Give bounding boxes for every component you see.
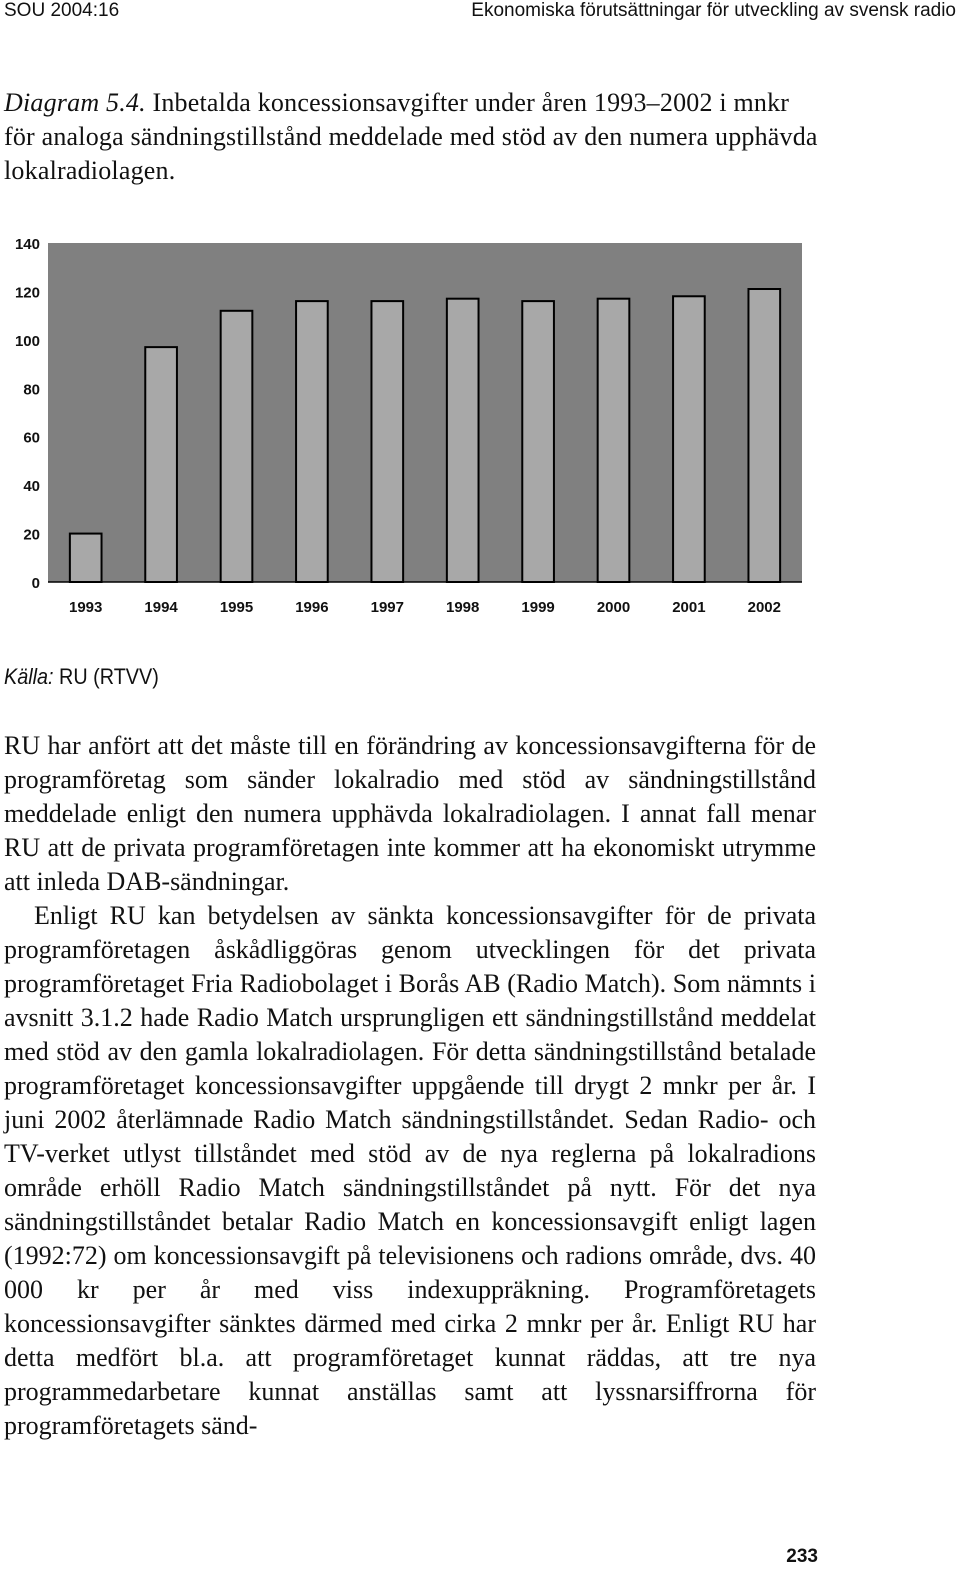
- y-tick-label: 100: [14, 332, 40, 350]
- x-tick-label: 2000: [596, 599, 631, 616]
- x-tick-label: 1999: [521, 599, 555, 616]
- y-tick-label: 0: [31, 575, 40, 592]
- figure-caption-text: Inbetalda koncessionsavgifter under åren 1993–2002 i mnkr för analoga sändningstillstånd meddelade med stöd av den numera upphävda lokalradiolagen.: [4, 88, 818, 185]
- figure-label: Diagram 5.4.: [4, 88, 146, 117]
- bar-1995: [221, 311, 253, 582]
- x-tick-label: 2002: [747, 599, 781, 616]
- x-tick-label: 1993: [69, 599, 103, 616]
- running-header: [0, 0, 960, 26]
- body-text: [4, 729, 816, 1443]
- paragraph-2: Enligt RU kan betydelsen av sänkta koncessionsavgifter för de privata programföretagen åskådliggöras genom utvecklingen för det privata programföretaget Fria Radiobolaget i Borås AB (Radio Match). Som nämnts i avsnitt 3.1.2 hade Radio Match ursprungligen ett sändningstillstånd meddelat med stöd av den gamla lokalradiolagen. För detta sändningstillstånd betalade programföretaget koncessionsavgifter uppgående till drygt 2 mnkr per år. I juni 2002 återlämnade Radio Match sändningstillståndet. Sedan Radio- och TV-verket utlyst tillståndet med stöd av de nya reglerna på lokalradions område erhöll Radio Match sändningstillståndet på nytt. För det nya sändningstillståndet betalar Radio Match en koncessionsavgift enligt lagen (1992:72) om koncessionsavgift på televisionens och radions område, dvs. 40 000 kr per år med viss indexuppräkning. Programföretagets koncessionsavgifter sänktes därmed med cirka 2 mnkr per år. Enligt RU har detta medfört bl.a. att programföretaget kunnat räddas, att tre nya programmedarbetare kunnat anställas samt att lyssnarsiffrorna för programföretagets sänd-: [4, 901, 816, 1440]
- y-tick-label: 80: [23, 381, 40, 399]
- bar-2002: [748, 289, 780, 582]
- y-tick-label: 40: [23, 478, 40, 496]
- x-tick-label: 1997: [370, 599, 404, 616]
- bar-1997: [371, 301, 403, 582]
- bar-chart: [0, 225, 820, 625]
- bar-1996: [296, 301, 328, 582]
- y-tick-label: 20: [23, 526, 40, 544]
- bar-2001: [673, 296, 705, 582]
- chart-source: [4, 664, 159, 690]
- bar-1993: [70, 534, 102, 582]
- bar-2000: [598, 299, 630, 582]
- x-tick-label: 1995: [219, 599, 254, 616]
- source-label: Källa:: [4, 664, 54, 689]
- y-tick-label: 140: [14, 236, 40, 253]
- x-tick-label: 1994: [144, 599, 178, 616]
- bar-1994: [145, 347, 177, 582]
- paragraph-1: RU har anfört att det måste till en förändring av koncessionsavgifterna för de programföretag som sänder lokalradio med stöd av sändningstillstånd meddelade enligt den numera upphävda lokalradiolagen. I annat fall menar RU att de privata programföretagen inte kommer att ha ekonomiskt utrymme att inleda DAB-sändningar.: [4, 731, 816, 896]
- x-tick-label: 2001: [672, 599, 706, 616]
- y-tick-label: 60: [23, 429, 40, 447]
- bar-1999: [522, 301, 554, 582]
- x-tick-label: 1996: [295, 599, 329, 616]
- report-title: Ekonomiska förutsättningar för utveckling av svensk radio: [471, 0, 956, 21]
- page-number: 233: [786, 1546, 818, 1567]
- y-tick-label: 120: [14, 284, 40, 302]
- source-text: RU (RTVV): [59, 664, 159, 689]
- x-tick-label: 1998: [446, 599, 480, 616]
- bar-1998: [447, 299, 479, 582]
- figure-caption: [4, 86, 820, 188]
- report-id: SOU 2004:16: [4, 0, 120, 21]
